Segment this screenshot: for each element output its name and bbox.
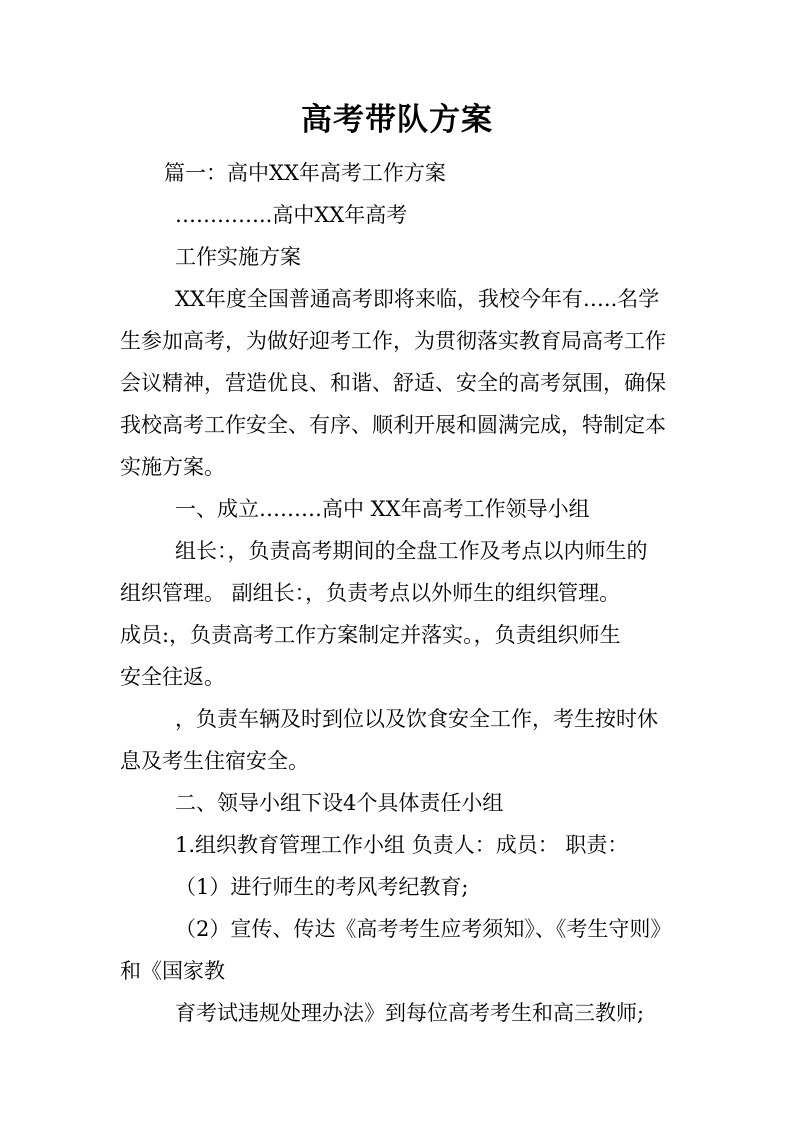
paragraph-line: 组长：，负责高考期间的全盘工作及考点以内师生的 bbox=[175, 539, 648, 563]
paragraph-line: 成员:，负责高考工作方案制定并落实。，负责组织师生 bbox=[120, 623, 621, 647]
document-title: 高考带队方案 bbox=[301, 102, 493, 138]
list-item-continuation: 育考试违规处理办法》到每位高考考生和高三教师; bbox=[175, 1001, 645, 1025]
list-item-heading: 1.组织教育管理工作小组 负责人：成员： 职责： bbox=[175, 833, 629, 857]
list-item: （1）进行师生的考风考纪教育; bbox=[175, 875, 469, 899]
paragraph-line: ，负责车辆及时到位以及饮食安全工作，考生按时休 bbox=[175, 707, 658, 731]
paragraph-line: 息及考生住宿安全。 bbox=[120, 749, 309, 773]
list-item-continuation: 和《国家教 bbox=[120, 959, 225, 983]
paragraph-line: 生参加高考，为做好迎考工作，为贯彻落实教育局高考工作 bbox=[120, 329, 666, 353]
paragraph-line: 实施方案。 bbox=[120, 455, 225, 479]
school-name-line: …………..高中XX年高考 bbox=[175, 203, 408, 227]
paragraph-line: 组织管理。 副组长：，负责考点以外师生的组织管理。 bbox=[120, 581, 621, 605]
list-item: （2）宣传、传达《高考考生应考须知》、《考生守则》 bbox=[175, 917, 672, 941]
section-heading-one: 一、成立………高中 XX年高考工作领导小组 bbox=[175, 497, 590, 521]
section-heading-part-one: 篇一：高中XX年高考工作方案 bbox=[164, 161, 446, 185]
paragraph-line: XX年度全国普通高考即将来临，我校今年有…..名学 bbox=[175, 287, 660, 311]
paragraph-line: 安全往返。 bbox=[120, 665, 225, 689]
section-heading-two: 二、领导小组下设4个具体责任小组 bbox=[175, 791, 504, 815]
paragraph-line: 我校高考工作安全、有序、顺利开展和圆满完成，特制定本 bbox=[120, 413, 666, 437]
plan-subtitle: 工作实施方案 bbox=[175, 245, 301, 269]
paragraph-line: 会议精神，营造优良、和谐、舒适、安全的高考氛围，确保 bbox=[120, 371, 666, 395]
